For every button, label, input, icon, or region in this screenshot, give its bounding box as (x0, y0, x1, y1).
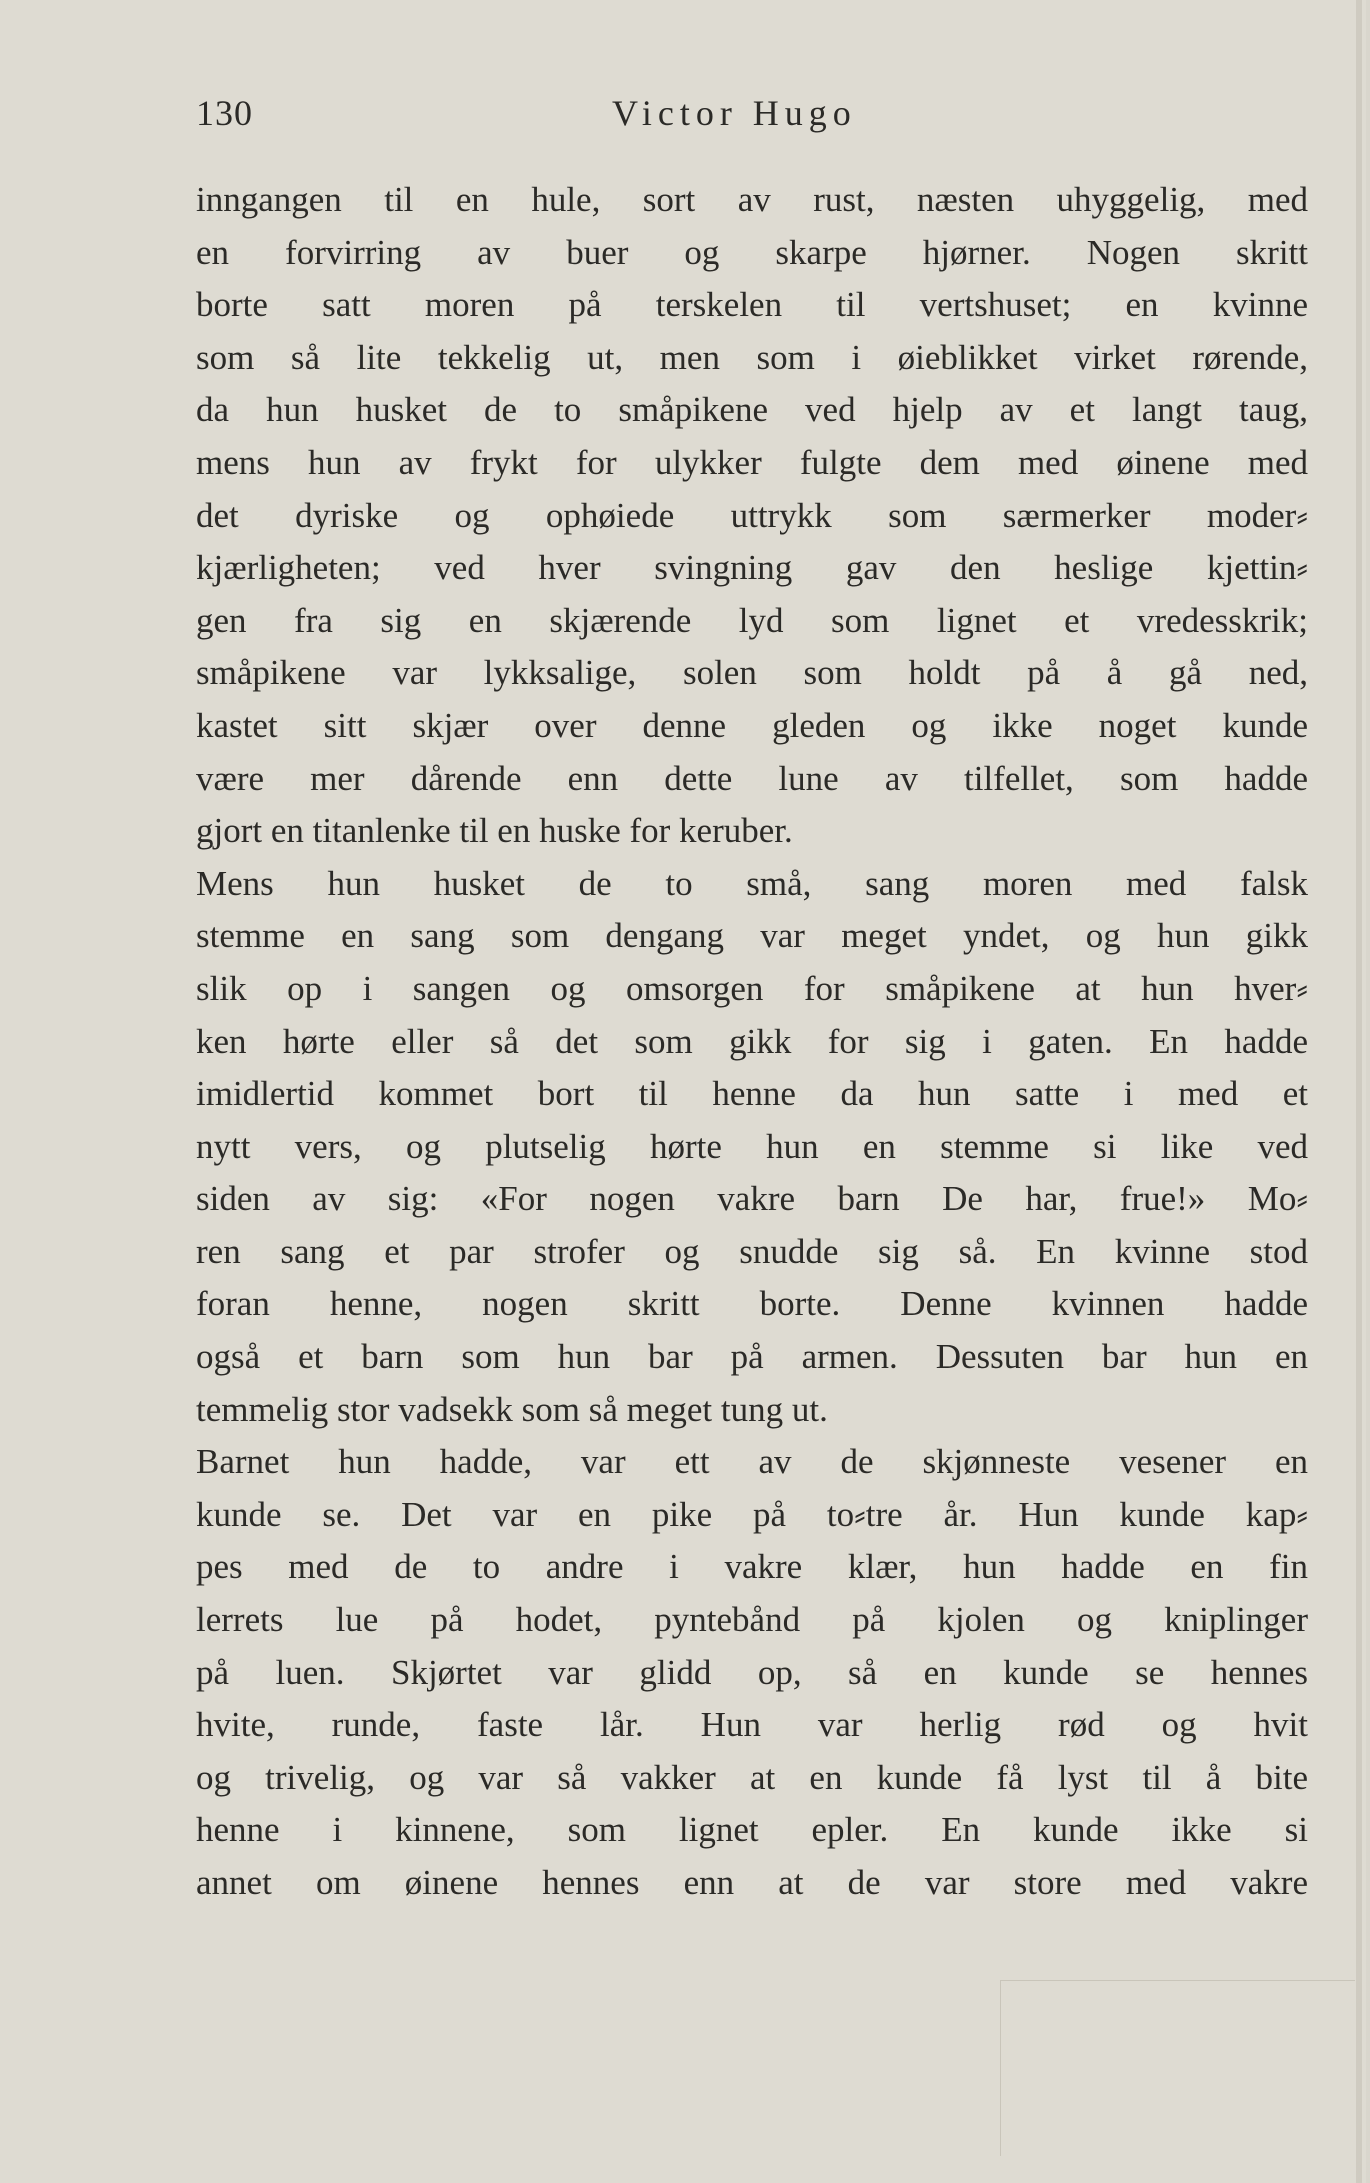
text-line: kastet sitt skjær over denne gleden og ikke noget kunde (196, 705, 1308, 745)
page-number: 130 (196, 93, 253, 133)
text-line: stemme en sang som dengang var meget yndet, og hun gikk (196, 916, 1308, 956)
body-text (196, 174, 1308, 1910)
text-line: kunde se. Det var en pike på to⸗tre år. Hun kunde kap⸗ (196, 1494, 1308, 1534)
text-line: da hun husket de to småpikene ved hjelp av et langt taug, (196, 390, 1308, 430)
text-line: hvite, runde, faste lår. Hun var herlig rød og hvit (196, 1705, 1308, 1745)
text-line: ken hørte eller så det som gikk for sig i gaten. En hadde (196, 1021, 1308, 1061)
text-line: småpikene var lykksalige, solen som holdt på å gå ned, (196, 653, 1308, 693)
text-line: være mer dårende enn dette lune av tilfellet, som hadde (196, 758, 1308, 798)
text-line: også et barn som hun bar på armen. Dessuten bar hun en (196, 1337, 1308, 1377)
text-line: ren sang et par strofer og snudde sig så. En kvinne stod (196, 1231, 1308, 1271)
text-line: en forvirring av buer og skarpe hjørner. Nogen skritt (196, 232, 1308, 272)
text-line: annet om øinene hennes enn at de var store med vakre (196, 1863, 1308, 1902)
text-line: imidlertid kommet bort til henne da hun satte i med et (196, 1074, 1308, 1114)
running-title: Victor Hugo (612, 93, 857, 133)
text-line: gen fra sig en skjærende lyd som lignet et vredesskrik; (196, 600, 1308, 640)
text-line: på luen. Skjørtet var glidd op, så en kunde se hennes (196, 1652, 1308, 1692)
text-line: siden av sig: «For nogen vakre barn De har, frue!» Mo⸗ (196, 1179, 1308, 1219)
text-line: pes med de to andre i vakre klær, hun hadde en fin (196, 1547, 1308, 1587)
text-line: henne i kinnene, som lignet epler. En kunde ikke si (196, 1810, 1308, 1850)
page-edge (1356, 0, 1362, 2183)
text-line: slik op i sangen og omsorgen for småpikene at hun hver⸗ (196, 968, 1308, 1008)
text-line: nytt vers, og plutselig hørte hun en stemme si like ved (196, 1126, 1308, 1166)
text-line: foran henne, nogen skritt borte. Denne kvinnen hadde (196, 1284, 1308, 1324)
text-line: lerrets lue på hodet, pyntebånd på kjolen og kniplinger (196, 1600, 1308, 1640)
text-line: Mens hun husket de to små, sang moren med falsk (196, 863, 1308, 903)
text-line: Barnet hun hadde, var ett av de skjønneste vesener en (196, 1442, 1308, 1482)
page-header (196, 92, 1320, 132)
page-corner-mark (1000, 1980, 1355, 2156)
text-line: og trivelig, og var så vakker at en kunde få lyst til å bite (196, 1757, 1308, 1797)
text-line: inngangen til en hule, sort av rust, næsten uhyggelig, med (196, 180, 1308, 219)
text-line: som så lite tekkelig ut, men som i øieblikket virket rørende, (196, 337, 1308, 377)
text-line: mens hun av frykt for ulykker fulgte dem med øinene med (196, 442, 1308, 482)
text-line: temmelig stor vadsekk som så meget tung ut. (196, 1389, 828, 1429)
text-line: kjærligheten; ved hver svingning gav den heslige kjettin⸗ (196, 548, 1308, 588)
text-line: det dyriske og ophøiede uttrykk som særmerker moder⸗ (196, 495, 1308, 535)
text-line: gjort en titanlenke til en huske for keruber. (196, 811, 793, 851)
text-line: borte satt moren på terskelen til vertshuset; en kvinne (196, 285, 1308, 325)
